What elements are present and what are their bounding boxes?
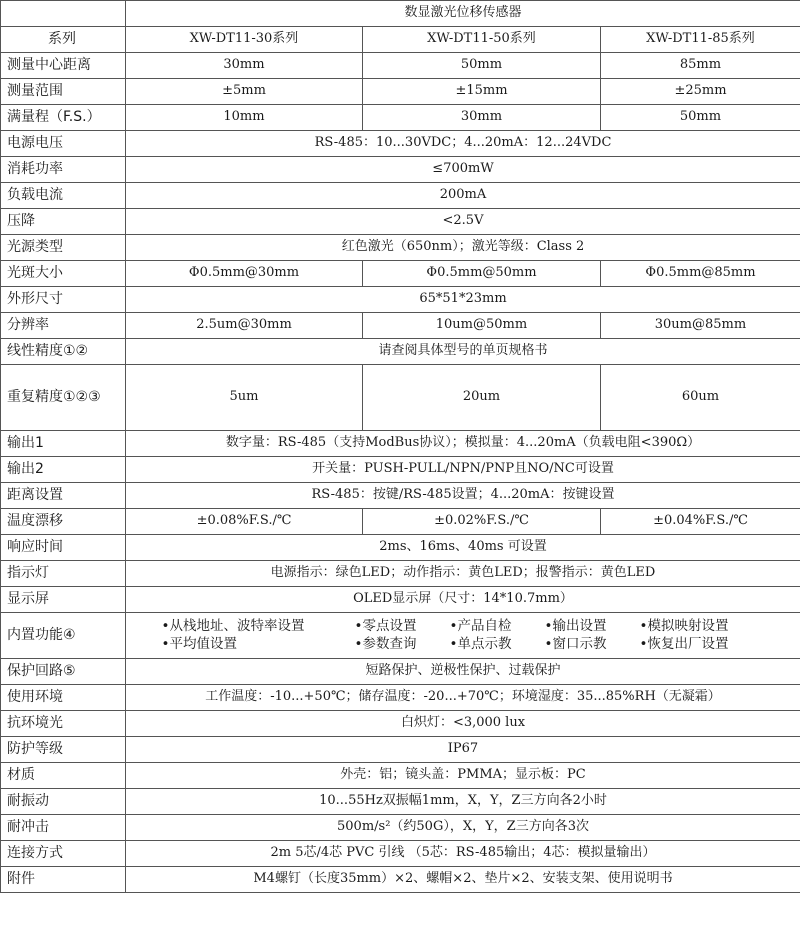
spec-row	[1, 183, 800, 209]
function-item: • 单点示教	[450, 637, 545, 653]
series-row	[1, 27, 800, 53]
spec-row	[1, 235, 800, 261]
functions-list	[128, 619, 798, 652]
spec-value: <2.5V	[126, 209, 800, 235]
spec-row	[1, 509, 800, 535]
series-label: 系列	[1, 27, 126, 53]
spec-label: 距离设置	[1, 483, 126, 509]
spec-value: IP67	[126, 737, 800, 763]
spec-value: 50mm	[363, 53, 601, 79]
spec-row	[1, 261, 800, 287]
title-row	[1, 1, 800, 27]
spec-label: 使用环境	[1, 685, 126, 711]
spec-value: 2ms、16ms、40ms 可设置	[126, 535, 800, 561]
spec-value: OLED显示屏（尺寸：14*10.7mm）	[126, 587, 800, 613]
spec-row	[1, 313, 800, 339]
spec-value: Φ0.5mm@50mm	[363, 261, 601, 287]
spec-value: 60um	[601, 365, 800, 431]
function-item: • 零点设置	[355, 619, 450, 635]
function-item: • 平均值设置	[162, 637, 355, 653]
spec-row	[1, 209, 800, 235]
spec-value: ±0.08%F.S./℃	[126, 509, 363, 535]
spec-value: 白炽灯：<3,000 lux	[126, 711, 800, 737]
functions-row	[1, 613, 800, 659]
spec-value: 电源指示：绿色LED；动作指示：黄色LED；报警指示：黄色LED	[126, 561, 800, 587]
spec-value: 红色激光（650nm）；激光等级：Class 2	[126, 235, 800, 261]
spec-label: 分辨率	[1, 313, 126, 339]
spec-label: 材质	[1, 763, 126, 789]
spec-value: 30mm	[363, 105, 601, 131]
series-name: XW-DT11-85系列	[601, 27, 800, 53]
spec-label: 外形尺寸	[1, 287, 126, 313]
spec-label: 指示灯	[1, 561, 126, 587]
spec-value: 请查阅具体型号的单页规格书	[126, 339, 800, 365]
spec-row	[1, 53, 800, 79]
spec-value: 数字量：RS-485（支持ModBus协议）；模拟量：4...20mA（负载电阻<390Ω）	[126, 431, 800, 457]
spec-value: ±15mm	[363, 79, 601, 105]
spec-label: 光源类型	[1, 235, 126, 261]
spec-row	[1, 339, 800, 365]
spec-row	[1, 431, 800, 457]
spec-label: 连接方式	[1, 841, 126, 867]
series-name: XW-DT11-30系列	[126, 27, 363, 53]
functions-cell	[126, 613, 800, 659]
function-item: • 恢复出厂设置	[640, 637, 765, 653]
spec-value: 85mm	[601, 53, 800, 79]
spec-label: 测量范围	[1, 79, 126, 105]
spec-value: 30mm	[126, 53, 363, 79]
spec-label: 保护回路⑤	[1, 659, 126, 685]
spec-row	[1, 867, 800, 893]
series-name: XW-DT11-50系列	[363, 27, 601, 53]
spec-label: 电源电压	[1, 131, 126, 157]
spec-row	[1, 79, 800, 105]
spec-label: 内置功能④	[1, 613, 126, 659]
spec-row	[1, 483, 800, 509]
spec-value: ±25mm	[601, 79, 800, 105]
function-item: • 从栈地址、波特率设置	[162, 619, 355, 635]
spec-row	[1, 457, 800, 483]
spec-value: Φ0.5mm@85mm	[601, 261, 800, 287]
spec-label: 耐冲击	[1, 815, 126, 841]
spec-row	[1, 131, 800, 157]
spec-value: 20um	[363, 365, 601, 431]
spec-row	[1, 737, 800, 763]
spec-value: 65*51*23mm	[126, 287, 800, 313]
spec-value: 30um@85mm	[601, 313, 800, 339]
spec-label: 压降	[1, 209, 126, 235]
spec-row	[1, 711, 800, 737]
spec-value: 2.5um@30mm	[126, 313, 363, 339]
spec-label: 光斑大小	[1, 261, 126, 287]
spec-value: ±0.04%F.S./℃	[601, 509, 800, 535]
spec-value: 50mm	[601, 105, 800, 131]
function-item: • 模拟映射设置	[640, 619, 765, 635]
function-item: • 产品自检	[450, 619, 545, 635]
spec-row	[1, 287, 800, 313]
spec-label: 温度漂移	[1, 509, 126, 535]
spec-value: 10...55Hz双振幅1mm，X，Y，Z三方向各2小时	[126, 789, 800, 815]
table-title: 数显激光位移传感器	[126, 1, 800, 27]
spec-value: ≤700mW	[126, 157, 800, 183]
spec-value: ±0.02%F.S./℃	[363, 509, 601, 535]
spec-row	[1, 157, 800, 183]
spec-label: 消耗功率	[1, 157, 126, 183]
spec-value: 2m 5芯/4芯 PVC 引线 （5芯：RS-485输出；4芯：模拟量输出）	[126, 841, 800, 867]
spec-label: 测量中心距离	[1, 53, 126, 79]
spec-value: RS-485：按键/RS-485设置；4...20mA：按键设置	[126, 483, 800, 509]
spec-value: Φ0.5mm@30mm	[126, 261, 363, 287]
spec-row	[1, 659, 800, 685]
spec-label: 耐振动	[1, 789, 126, 815]
spec-label: 输出2	[1, 457, 126, 483]
spec-label: 满量程（F.S.）	[1, 105, 126, 131]
spec-row	[1, 587, 800, 613]
spec-value: 外壳：铝；镜头盖：PMMA；显示板：PC	[126, 763, 800, 789]
spec-row	[1, 535, 800, 561]
spec-label: 重复精度①②③	[1, 365, 126, 431]
spec-value: M4螺钉（长度35mm）×2、螺帽×2、垫片×2、安装支架、使用说明书	[126, 867, 800, 893]
spec-value: 工作温度：-10...+50℃；储存温度：-20...+70℃；环境湿度：35...85%RH（无凝霜）	[126, 685, 800, 711]
spec-row	[1, 685, 800, 711]
spec-value: 500m/s²（约50G），X，Y，Z三方向各3次	[126, 815, 800, 841]
title-corner-cell	[1, 1, 126, 27]
spec-value: 开关量：PUSH-PULL/NPN/PNP且NO/NC可设置	[126, 457, 800, 483]
spec-row	[1, 841, 800, 867]
function-item: • 窗口示教	[545, 637, 640, 653]
spec-label: 负载电流	[1, 183, 126, 209]
function-item: • 输出设置	[545, 619, 640, 635]
spec-label: 附件	[1, 867, 126, 893]
spec-row	[1, 789, 800, 815]
spec-label: 抗环境光	[1, 711, 126, 737]
spec-row	[1, 763, 800, 789]
spec-label: 显示屏	[1, 587, 126, 613]
spec-value: 5um	[126, 365, 363, 431]
function-item: • 参数查询	[355, 637, 450, 653]
spec-row	[1, 815, 800, 841]
spec-label: 输出1	[1, 431, 126, 457]
spec-label: 防护等级	[1, 737, 126, 763]
spec-value: 10um@50mm	[363, 313, 601, 339]
spec-value: 200mA	[126, 183, 800, 209]
spec-value: 短路保护、逆极性保护、过载保护	[126, 659, 800, 685]
spec-row	[1, 105, 800, 131]
spec-label: 线性精度①②	[1, 339, 126, 365]
spec-value: 10mm	[126, 105, 363, 131]
spec-value: ±5mm	[126, 79, 363, 105]
spec-label: 响应时间	[1, 535, 126, 561]
spec-table-body	[1, 1, 800, 893]
spec-value: RS-485：10...30VDC；4...20mA：12...24VDC	[126, 131, 800, 157]
spec-row	[1, 561, 800, 587]
spec-row	[1, 365, 800, 431]
